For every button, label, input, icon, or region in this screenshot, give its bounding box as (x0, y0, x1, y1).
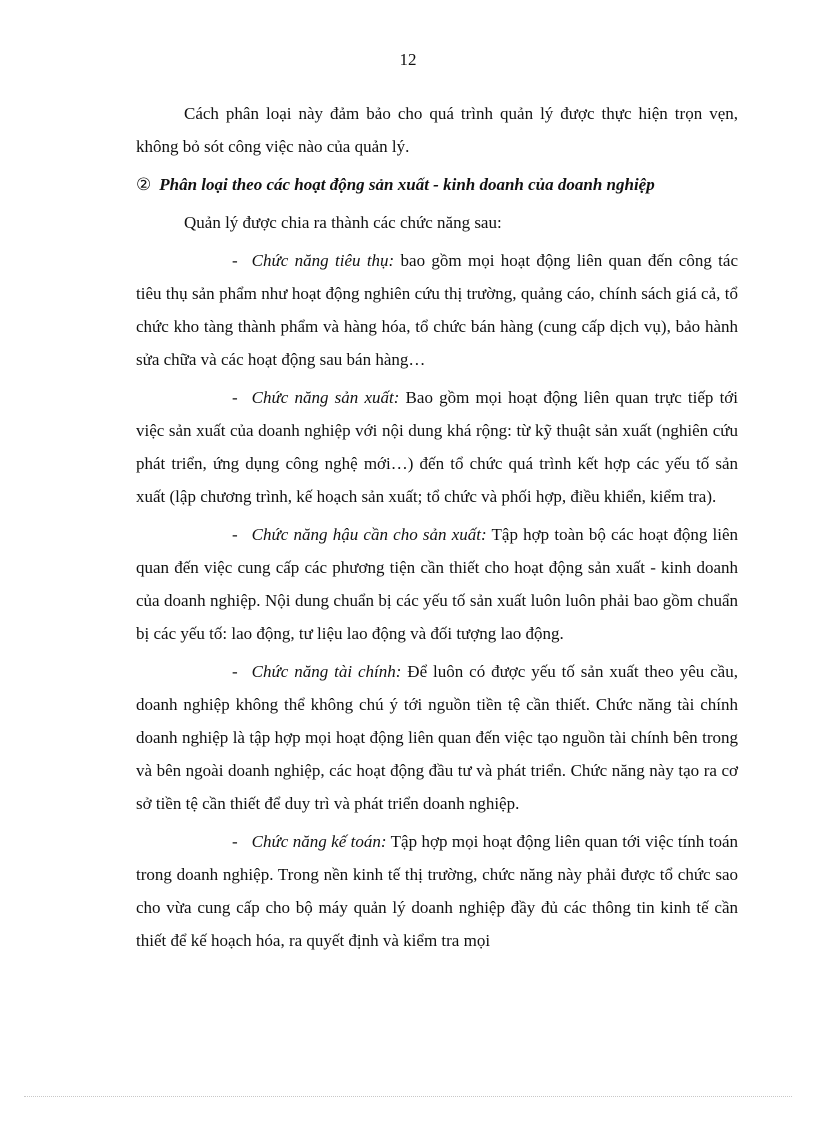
function-text: bao gồm mọi hoạt động liên quan đến công tác tiêu thụ sản phẩm như hoạt động nghiên cứu thị trường, quảng cáo, chính sách giá cả, tổ chức kho tàng thành phẩm và hàng hóa, tổ chức bán hàng (cung cấp dịch vụ), bảo hành sửa chữa và các hoạt động sau bán hàng… (136, 251, 738, 369)
list-dash: - (232, 662, 238, 681)
list-dash: - (232, 525, 238, 544)
function-paragraph-accounting (136, 825, 738, 957)
function-text: Để luôn có được yếu tố sản xuất theo yêu cầu, doanh nghiệp không thể không chú ý tới nguồn tiền tệ cần thiết. Chức năng tài chính doanh nghiệp là tập hợp mọi hoạt động liên quan đến việc tạo nguồn tài chính bên trong và bên ngoài doanh nghiệp, các hoạt động đầu tư và phát triển. Chức năng này tạo ra cơ sở tiền tệ cần thiết để duy trì và phát triển doanh nghiệp. (136, 662, 738, 813)
list-dash: - (232, 832, 238, 851)
page-number: 12 (399, 50, 417, 69)
list-dash: - (232, 251, 238, 270)
function-paragraph-sales (136, 244, 738, 376)
intro-paragraph: Cách phân loại này đảm bảo cho quá trình quản lý được thực hiện trọn vẹn, không bỏ sót công việc nào của quản lý. (136, 104, 738, 156)
function-paragraph-finance (136, 655, 738, 820)
page-bottom-divider (24, 1096, 792, 1097)
circled-two-icon: ② (136, 175, 152, 194)
function-term: Chức năng hậu cần cho sản xuất: (251, 525, 487, 544)
section-heading-text: Phân loại theo các hoạt động sản xuất - kinh doanh của doanh nghiệp (159, 175, 655, 194)
function-text: Tập hợp toàn bộ các hoạt động liên quan đến việc cung cấp các phương tiện cần thiết cho hoạt động sản xuất - kinh doanh của doanh nghiệp. Nội dung chuẩn bị các yếu tố sản xuất luôn luôn phải bao gồm chuẩn bị các yếu tố: lao động, tư liệu lao động và đối tượng lao động. (136, 525, 739, 643)
function-text: Bao gồm mọi hoạt động liên quan trực tiếp tới việc sản xuất của doanh nghiệp với nội dung khá rộng: từ kỹ thuật sản xuất (nghiên cứu phát triển, ứng dụng công nghệ mới…) đến tổ chức quá trình kết hợp các yếu tố sản xuất (lập chương trình, kế hoạch sản xuất; tổ chức và phối hợp, điều khiển, kiểm tra). (136, 388, 739, 506)
function-term: Chức năng kế toán: (251, 832, 387, 851)
function-paragraph-logistics (136, 518, 738, 650)
section-heading (136, 168, 738, 201)
lead-in-paragraph: Quản lý được chia ra thành các chức năng sau: (184, 213, 502, 232)
function-term: Chức năng tiêu thụ: (251, 251, 395, 270)
function-text: Tập hợp mọi hoạt động liên quan tới việc tính toán trong doanh nghiệp. Trong nền kinh tế thị trường, chức năng này phải được tổ chức sao cho vừa cung cấp cho bộ máy quản lý doanh nghiệp đầy đủ các thông tin kinh tế cần thiết để kế hoạch hóa, ra quyết định và kiểm tra mọi (136, 832, 738, 950)
function-term: Chức năng tài chính: (251, 662, 402, 681)
list-dash: - (232, 388, 238, 407)
function-paragraph-production (136, 381, 738, 513)
function-term: Chức năng sản xuất: (251, 388, 400, 407)
document-body (136, 97, 738, 962)
